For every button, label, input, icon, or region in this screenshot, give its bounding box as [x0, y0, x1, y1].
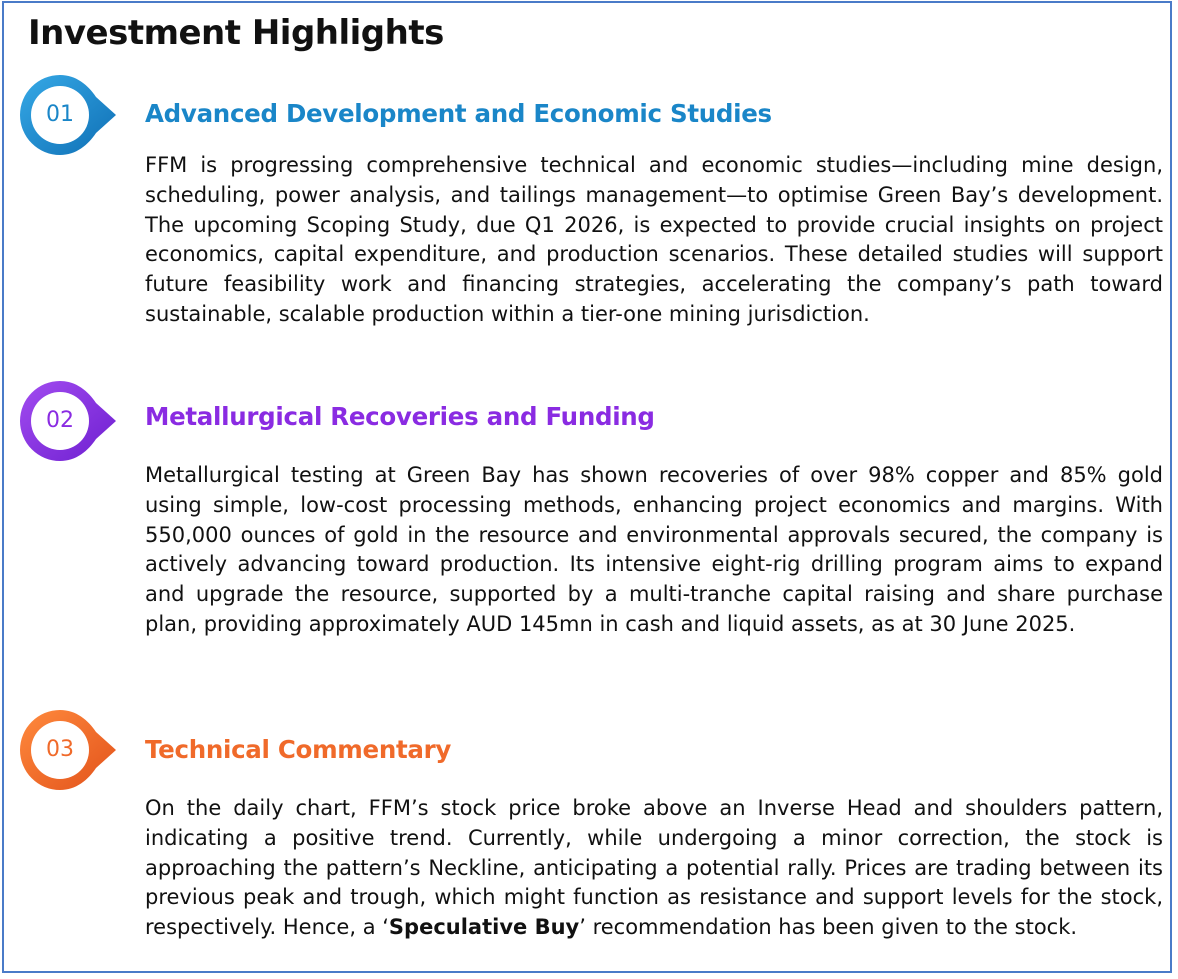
section-number: 03	[46, 737, 74, 762]
page-title: Investment Highlights	[28, 13, 444, 53]
section-body: Metallurgical testing at Green Bay has shown recoveries of over 98% copper and 85% gold using simple, low-cost processing methods, enhancing project economics and margins. With 550,000 ounces of gold in the resource and environmental approvals secured, the company is actively advancing toward production. Its intensive eight-rig drilling program aims to expand and upgrade the resource, supported by a multi-tranche capital raising and share purchase plan, providing approximately AUD 145mn in cash and liquid assets, as at 30 June 2025.	[145, 463, 1163, 636]
numbered-badge-icon	[18, 379, 128, 463]
document-frame	[2, 1, 1172, 973]
section-heading: Technical Commentary	[145, 735, 452, 764]
section-body	[145, 794, 1163, 943]
section-heading: Metallurgical Recoveries and Funding	[145, 402, 655, 431]
section-body: FFM is progressing comprehensive technical and economic studies—including mine design, scheduling, power analysis, and tailings management—to optimise Green Bay’s development. The upcoming Scoping Study, due Q1 2026, is expected to provide crucial insights on project economics, capital expenditure, and production scenarios. These detailed studies will support future feasibility work and financing strategies, accelerating the company’s path toward sustainable, scalable production within a tier-one mining jurisdiction.	[145, 153, 1163, 326]
recommendation-label: Speculative Buy	[388, 915, 580, 940]
section-number: 01	[46, 102, 74, 127]
body-text-before: On the daily chart, FFM’s stock price broke above an Inverse Head and shoulders pattern, indicating a positive trend. Currently, while undergoing a minor correction, the stock is approaching the pattern’s Neckline, anticipating a potential rally. Prices are trading between its previous peak and trough, which might function as resistance and support levels for the stock, respectively. Hence, a ‘	[145, 796, 1163, 940]
body-text-after: ’ recommendation has been given to the stock.	[579, 915, 1078, 940]
section-number: 02	[46, 408, 74, 433]
numbered-badge-icon	[18, 73, 128, 157]
section-heading: Advanced Development and Economic Studies	[145, 99, 772, 128]
numbered-badge-icon	[18, 708, 128, 792]
